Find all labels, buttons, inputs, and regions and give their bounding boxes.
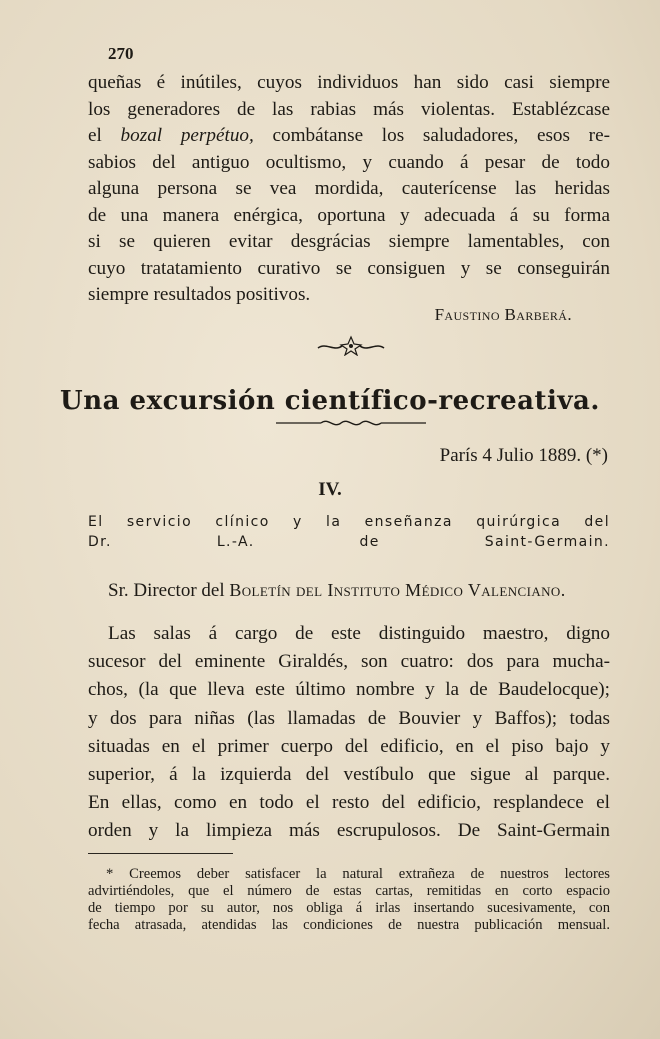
text-line: los generadores de las rabias más violentas. Establézcase	[88, 98, 610, 120]
text-line: y dos para niñas (las llamadas de Bouvier y Baffos); todas	[88, 707, 610, 729]
text-line: superior, á la izquierda del vestíbulo que sigue al parque.	[88, 764, 610, 786]
salutation	[108, 580, 566, 602]
scroll-rule-icon	[276, 416, 426, 430]
subtitle-line: El servicio clínico y la enseñanza quirúrgica del	[88, 514, 610, 530]
footnote-line: de tiempo por su autor, nos obliga á irlas insertando sucesivamente, con	[88, 900, 610, 916]
previous-article-text	[88, 70, 610, 309]
text-line: situadas en el primer cuerpo del edificio, en el piso bajo y	[88, 735, 610, 757]
text-line: de una manera enérgica, oportuna y adecuada á su forma	[88, 204, 610, 226]
article-paragraph	[88, 620, 610, 846]
signature-text: Faustino Barberá.	[434, 305, 572, 324]
article-title: Una excursión científico-recreativa.	[60, 386, 600, 416]
dateline: París 4 Julio 1889. (*)	[439, 445, 608, 466]
section-number: IV.	[318, 479, 342, 500]
text-line: siempre resultados positivos.	[88, 284, 311, 305]
footnote-divider	[88, 853, 233, 854]
text-line: Las salas á cargo de este distinguido maestro, digno	[108, 623, 610, 644]
text-line: alguna persona se vea mordida, cauterícense las heridas	[88, 178, 610, 199]
section-subtitle	[88, 512, 610, 552]
page-number: 270	[108, 44, 134, 63]
subtitle-line: Dr. L.-A. de Saint-Germain.	[88, 534, 610, 550]
text-line: sucesor del eminente Giraldés, son cuatro: dos para mucha-	[88, 651, 610, 673]
author-signature	[435, 305, 572, 325]
footnote-line: * Creemos deber satisfacer la natural extrañeza de nuestros lectores	[106, 866, 610, 882]
floral-dingbat-icon	[316, 334, 386, 356]
text-fragment: el	[88, 125, 121, 146]
journal-name: Boletín del Instituto Médico Valenciano.	[229, 580, 566, 600]
text-fragment: combátanse los saludadores, esos re-	[253, 125, 610, 146]
footnote	[88, 866, 610, 934]
salutation-prefix: Sr. Director del	[108, 580, 230, 601]
footnote-line: advirtiéndoles, que el número de estas cartas, remitidas en corto espacio	[88, 883, 610, 899]
italic-phrase: bozal perpétuo,	[120, 125, 254, 146]
text-line: sabios del antiguo ocultismo, y cuando á pesar de todo	[88, 151, 610, 173]
text-line	[88, 123, 610, 150]
text-line: En ellas, como en todo el resto del edificio, resplandece el	[88, 792, 610, 814]
text-line: queñas é inútiles, cuyos individuos han sido casi siempre	[88, 72, 610, 93]
footnote-line: fecha atrasada, atendidas las condiciones de nuestra publicación mensual.	[88, 917, 610, 933]
text-line: chos, (la que lleva este último nombre y la de Baudelocque);	[88, 679, 610, 701]
text-line: orden y la limpieza más escrupulosos. De Saint-Germain	[88, 820, 610, 842]
text-line: cuyo tratatamiento curativo se consiguen y se conseguirán	[88, 257, 610, 279]
text-line: si se quieren evitar desgrácias siempre lamentables, con	[88, 231, 610, 252]
